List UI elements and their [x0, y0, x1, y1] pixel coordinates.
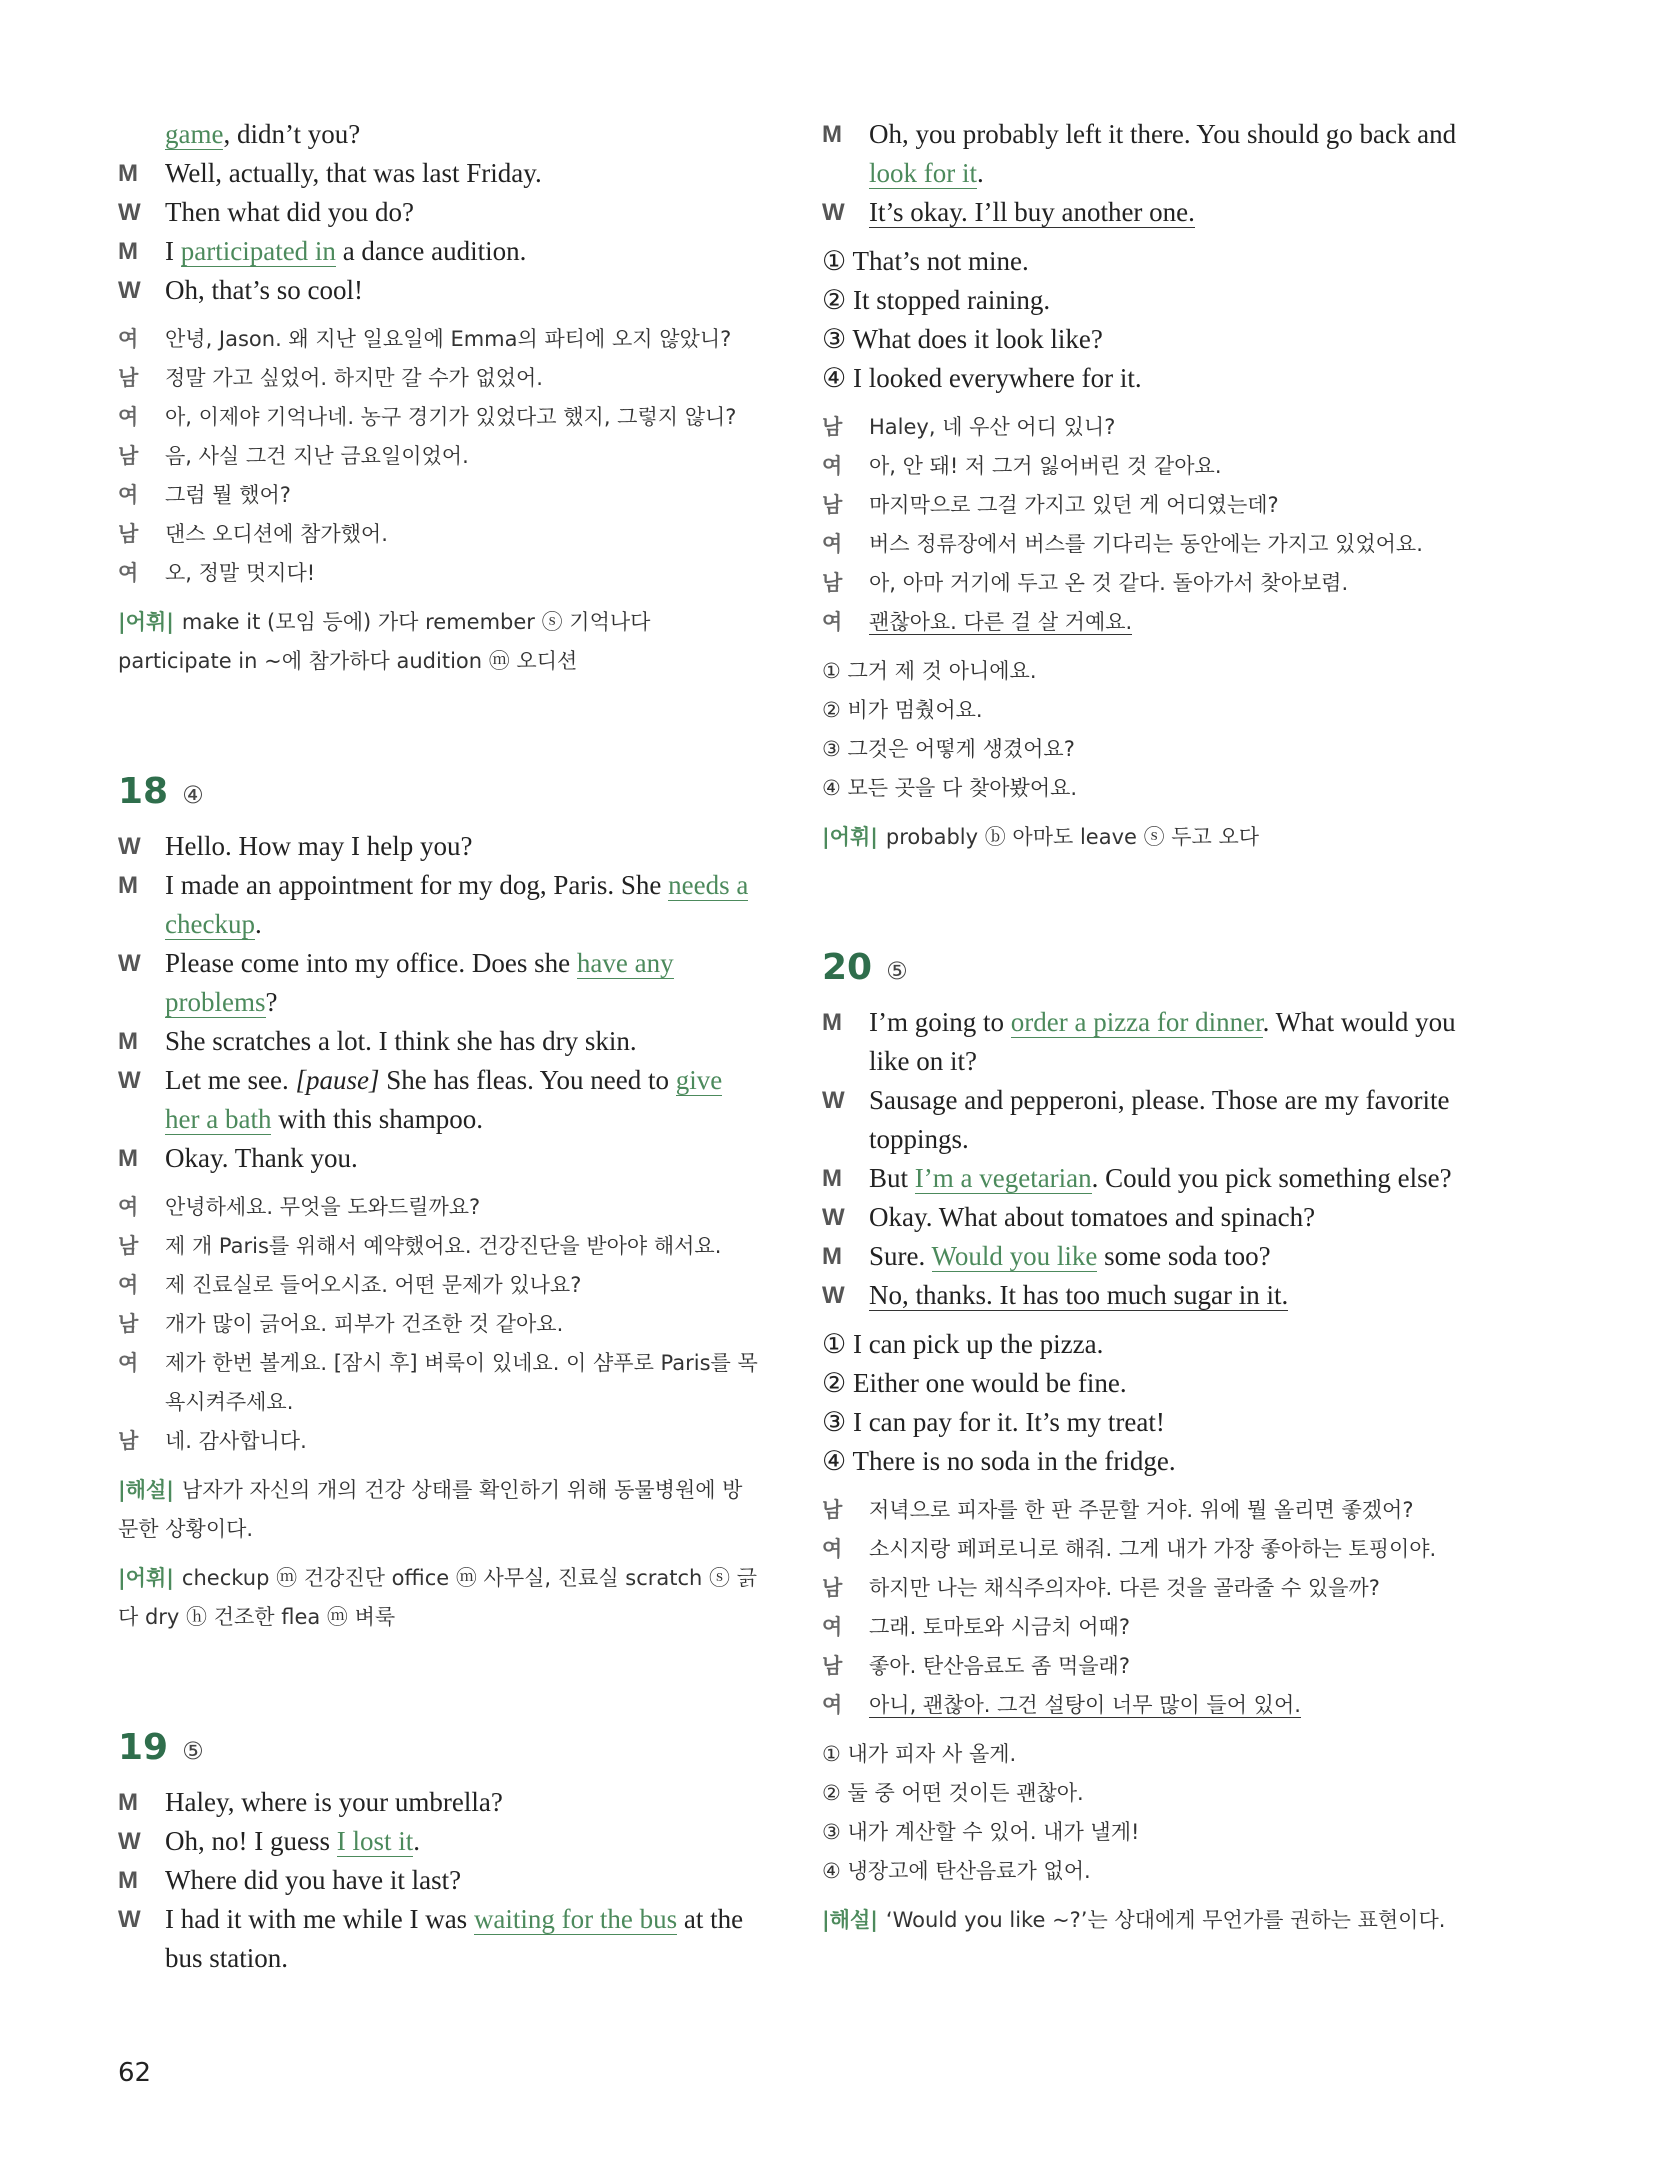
speaker-label: W	[118, 277, 141, 304]
speaker-label: 남	[118, 1429, 139, 1453]
speaker-label: 남	[822, 415, 843, 439]
dialogue-line	[822, 1003, 1462, 1081]
text-span: Okay. What about tomatoes and spinach?	[869, 1202, 1316, 1232]
key-phrase: needs a checkup	[165, 870, 749, 939]
translation-text	[869, 603, 1462, 642]
speaker-label: 여	[822, 454, 843, 478]
vocab-text: probably ⓑ 아마도 leave ⓢ 두고 오다	[885, 825, 1260, 849]
dialogue-line	[118, 827, 758, 866]
speaker-label: M	[822, 1009, 842, 1036]
text-span: Oh, that’s so cool!	[165, 275, 363, 305]
speaker-label: 남	[118, 522, 139, 546]
text-span: I’m going to	[869, 1007, 1011, 1037]
speaker-label: W	[822, 1204, 845, 1231]
translation-line	[118, 515, 758, 554]
translation-line	[118, 1266, 758, 1305]
speaker-label: 여	[118, 561, 139, 585]
translation-line	[822, 1491, 1462, 1530]
dialogue-text	[165, 944, 758, 1022]
text-span: Let me see.	[165, 1065, 296, 1095]
speaker-label: W	[822, 1282, 845, 1309]
translation-line	[118, 320, 758, 359]
key-phrase: look for it	[869, 158, 977, 188]
translation-line	[118, 1227, 758, 1266]
translation-text	[165, 515, 758, 554]
dialogue-text	[869, 115, 1462, 193]
dialogue-line	[118, 232, 758, 271]
dialogue-text	[869, 1237, 1462, 1276]
q20-explanation	[822, 1901, 1462, 1940]
page-number: 62	[118, 2058, 152, 2088]
text-span: 오, 정말 멋지다!	[165, 561, 316, 585]
option-item: ② It stopped raining.	[822, 285, 1051, 315]
question-number: 18	[118, 771, 169, 812]
vocab-tag: |어휘|	[118, 610, 174, 634]
speaker-label: 남	[822, 1498, 843, 1522]
text-span: . Could you pick something else?	[1091, 1163, 1452, 1193]
speaker-label	[118, 115, 165, 154]
q20-options-translation	[822, 1735, 1462, 1891]
vocab-tag: |어휘|	[822, 825, 878, 849]
q18-translation	[118, 1188, 758, 1461]
speaker-label: 남	[822, 1576, 843, 1600]
translation-text	[165, 359, 758, 398]
translation-line	[118, 1188, 758, 1227]
speaker-label: M	[822, 121, 842, 148]
text-span: No, thanks. It has too much sugar in it.	[869, 1280, 1289, 1310]
text-span: Hello. How may I help you?	[165, 831, 473, 861]
dialogue-text	[869, 1081, 1462, 1159]
translation-text	[869, 1686, 1462, 1725]
speaker-label: M	[118, 1789, 138, 1816]
speaker-label: 남	[118, 366, 139, 390]
dialogue-line	[118, 1822, 758, 1861]
answer-marker: ④	[182, 781, 204, 809]
dialogue-text	[165, 271, 758, 310]
key-phrase: order a pizza for dinner	[1010, 1007, 1263, 1037]
text-span: 좋아. 탄산음료도 좀 먹을래?	[869, 1654, 1130, 1678]
text-span: I had it with me while I was	[165, 1904, 474, 1934]
speaker-label: 여	[118, 483, 139, 507]
speaker-label: 남	[118, 1234, 139, 1258]
q17-vocab	[118, 603, 758, 681]
dialogue-line	[822, 1276, 1462, 1315]
text-span: Sure.	[869, 1241, 932, 1271]
translation-line	[822, 1608, 1462, 1647]
speaker-label: 여	[118, 1195, 139, 1219]
text-span: 아, 안 돼! 저 그거 잃어버린 것 같아요.	[869, 454, 1222, 478]
q20-heading	[822, 947, 1462, 1003]
translation-text	[869, 1491, 1462, 1530]
q19-dialogue	[118, 1783, 758, 1978]
text-span: .	[977, 158, 984, 188]
text-span: It’s okay. I’ll buy another one.	[869, 197, 1195, 227]
option-item: ① I can pick up the pizza.	[822, 1329, 1104, 1359]
translation-line	[118, 1344, 758, 1422]
text-span: 정말 가고 싶었어. 하지만 갈 수가 없었어.	[165, 366, 543, 390]
q18-explanation	[118, 1471, 758, 1549]
dialogue-text	[869, 1198, 1462, 1237]
key-phrase: have any problems	[165, 948, 674, 1017]
speaker-label: W	[118, 1067, 141, 1094]
text-span: some soda too?	[1097, 1241, 1271, 1271]
q19-options	[822, 242, 1462, 398]
text-span: a dance audition.	[335, 236, 527, 266]
key-phrase: I lost it	[336, 1826, 414, 1856]
option-translation: ③ 그것은 어떻게 생겼어요?	[822, 737, 1075, 761]
speaker-label: 여	[118, 1351, 139, 1375]
text-span: [pause]	[295, 1065, 380, 1095]
vocab-tag: |어휘|	[118, 1566, 174, 1590]
option-item: ① That’s not mine.	[822, 246, 1029, 276]
translation-line	[822, 603, 1462, 642]
option-item: ③ What does it look like?	[822, 324, 1103, 354]
q19-options-translation	[822, 652, 1462, 808]
option-translation: ① 내가 피자 사 올게.	[822, 1742, 1017, 1766]
text-span: 제 개 Paris를 위해서 예약했어요. 건강진단을 받아야 해서요.	[165, 1234, 722, 1258]
text-span: 제가 한번 볼게요. [잠시 후] 벼룩이 있네요. 이 샴푸로 Paris를 목욕시켜주세요.	[165, 1351, 758, 1414]
translation-text	[165, 476, 758, 515]
speaker-label: W	[118, 1828, 141, 1855]
text-span: 개가 많이 긁어요. 피부가 건조한 것 같아요.	[165, 1312, 564, 1336]
question-number: 20	[822, 947, 873, 988]
dialogue-text	[165, 1022, 758, 1061]
translation-text	[869, 1608, 1462, 1647]
explanation-text: ‘Would you like ~?’는 상대에게 무언가를 권하는 표현이다.	[885, 1908, 1446, 1932]
option-translation: ③ 내가 계산할 수 있어. 내가 낼게!	[822, 1820, 1140, 1844]
translation-line	[118, 1305, 758, 1344]
speaker-label: 남	[118, 444, 139, 468]
speaker-label: 여	[822, 1537, 843, 1561]
translation-text	[869, 1530, 1462, 1569]
text-span: 마지막으로 그걸 가지고 있던 게 어디였는데?	[869, 493, 1279, 517]
text-span: I made an appointment for my dog, Paris. She	[165, 870, 669, 900]
text-span: 아, 아마 거기에 두고 온 것 같다. 돌아가서 찾아보렴.	[869, 571, 1349, 595]
translation-line	[822, 1530, 1462, 1569]
speaker-label: M	[118, 1867, 138, 1894]
q17-translation	[118, 320, 758, 593]
text-span: But	[869, 1163, 915, 1193]
translation-line	[822, 564, 1462, 603]
speaker-label: 여	[822, 1693, 843, 1717]
text-span: Then what did you do?	[165, 197, 414, 227]
dialogue-text	[165, 866, 758, 944]
key-phrase: game	[165, 119, 224, 149]
key-phrase: Would you like	[931, 1241, 1098, 1271]
speaker-label: 여	[822, 610, 843, 634]
text-span: She has fleas. You need to	[379, 1065, 676, 1095]
translation-line	[822, 1647, 1462, 1686]
dialogue-text	[165, 154, 758, 193]
translation-text	[165, 320, 758, 359]
vocab-text: checkup ⓜ 건강진단 office ⓜ 사무실, 진료실 scratch ⓢ 긁다 dry ⓗ 건조한 flea ⓜ 벼룩	[118, 1566, 757, 1629]
key-phrase: participated in	[180, 236, 336, 266]
option-item: ② Either one would be fine.	[822, 1368, 1127, 1398]
key-phrase: waiting for the bus	[473, 1904, 678, 1934]
speaker-label: 남	[822, 493, 843, 517]
text-span: 그럼 뭘 했어?	[165, 483, 291, 507]
translation-text	[165, 554, 758, 593]
dialogue-line	[118, 1900, 758, 1978]
dialogue-text	[165, 1061, 758, 1139]
q19-dialogue-cont	[822, 115, 1462, 232]
option-translation: ④ 모든 곳을 다 찾아봤어요.	[822, 776, 1078, 800]
text-span: 괜찮아요. 다른 걸 살 거예요.	[869, 610, 1133, 634]
speaker-label: 남	[118, 1312, 139, 1336]
translation-text	[165, 1266, 758, 1305]
text-span: 안녕, Jason. 왜 지난 일요일에 Emma의 파티에 오지 않았니?	[165, 327, 732, 351]
translation-text	[869, 486, 1462, 525]
text-span: Well, actually, that was last Friday.	[165, 158, 542, 188]
option-translation: ② 둘 중 어떤 것이든 괜찮아.	[822, 1781, 1084, 1805]
dialogue-text	[165, 827, 758, 866]
translation-text	[165, 1305, 758, 1344]
text-span: 소시지랑 페퍼로니로 해줘. 그게 내가 가장 좋아하는 토핑이야.	[869, 1537, 1437, 1561]
translation-text	[165, 1344, 758, 1422]
speaker-label: M	[822, 1243, 842, 1270]
speaker-label: M	[118, 238, 138, 265]
dialogue-line	[118, 866, 758, 944]
explanation-tag: |해설|	[118, 1478, 174, 1502]
text-span: Please come into my office. Does she	[165, 948, 577, 978]
speaker-label: W	[118, 833, 141, 860]
text-span: .	[254, 909, 262, 939]
q18-heading	[118, 771, 758, 827]
translation-line	[822, 447, 1462, 486]
text-span: 하지만 나는 채식주의자야. 다른 것을 골라줄 수 있을까?	[869, 1576, 1380, 1600]
translation-text	[869, 525, 1462, 564]
translation-line	[118, 437, 758, 476]
option-item: ④ I looked everywhere for it.	[822, 363, 1142, 393]
text-span: 네. 감사합니다.	[165, 1429, 307, 1453]
text-span: ?	[265, 987, 278, 1017]
speaker-label: M	[118, 1028, 138, 1055]
translation-line	[118, 554, 758, 593]
q18-vocab	[118, 1559, 758, 1637]
dialogue-text	[869, 193, 1462, 232]
vocab-text: participate in ~에 참가하다 audition ⓜ 오디션	[118, 649, 578, 673]
answer-marker: ⑤	[182, 1737, 204, 1765]
speaker-label: 여	[822, 532, 843, 556]
left-column	[118, 115, 758, 1978]
translation-text	[165, 437, 758, 476]
text-span: Sausage and pepperoni, please. Those are my favorite toppings.	[869, 1085, 1450, 1154]
dialogue-line	[118, 944, 758, 1022]
text-span: Haley, 네 우산 어디 있니?	[869, 415, 1116, 439]
dialogue-text	[869, 1003, 1462, 1081]
explanation-tag: |해설|	[822, 1908, 878, 1932]
speaker-label: W	[118, 950, 141, 977]
key-phrase: I’m a vegetarian	[914, 1163, 1092, 1193]
dialogue-line	[118, 1139, 758, 1178]
question-number: 19	[118, 1727, 169, 1768]
translation-line	[822, 525, 1462, 564]
dialogue-line	[118, 1783, 758, 1822]
text-span: 음, 사실 그건 지난 금요일이었어.	[165, 444, 469, 468]
speaker-label: W	[822, 1087, 845, 1114]
q19-heading	[118, 1727, 758, 1783]
translation-text	[165, 1188, 758, 1227]
q18-dialogue	[118, 827, 758, 1178]
speaker-label: M	[118, 1145, 138, 1172]
text-span: 아니, 괜찮아. 그건 설탕이 너무 많이 들어 있어.	[869, 1693, 1301, 1717]
text-span: Where did you have it last?	[165, 1865, 462, 1895]
dialogue-line	[118, 154, 758, 193]
translation-line	[118, 359, 758, 398]
dialogue-text	[165, 1900, 758, 1978]
text-span: 저녁으로 피자를 한 판 주문할 거야. 위에 뭘 올리면 좋겠어?	[869, 1498, 1414, 1522]
speaker-label: W	[118, 1906, 141, 1933]
speaker-label: W	[822, 199, 845, 226]
dialogue-line	[822, 1159, 1462, 1198]
text-span: 제 진료실로 들어오시죠. 어떤 문제가 있나요?	[165, 1273, 582, 1297]
speaker-label: M	[118, 160, 138, 187]
translation-line	[118, 398, 758, 437]
text-span: She scratches a lot. I think she has dry skin.	[165, 1026, 637, 1056]
speaker-label: 남	[822, 571, 843, 595]
text-span: , didn’t you?	[223, 119, 361, 149]
text-span: Okay. Thank you.	[165, 1143, 358, 1173]
translation-text	[869, 408, 1462, 447]
option-translation: ④ 냉장고에 탄산음료가 없어.	[822, 1859, 1091, 1883]
translation-line	[822, 486, 1462, 525]
right-column	[822, 115, 1462, 1940]
speaker-label: 여	[118, 405, 139, 429]
dialogue-line	[822, 1081, 1462, 1159]
translation-text	[165, 398, 758, 437]
text-span: 안녕하세요. 무엇을 도와드릴까요?	[165, 1195, 481, 1219]
text-span: Oh, you probably left it there. You should go back and	[869, 119, 1457, 149]
speaker-label: M	[118, 872, 138, 899]
speaker-label: W	[118, 199, 141, 226]
dialogue-text	[165, 1783, 758, 1822]
dialogue-line	[822, 1237, 1462, 1276]
option-item: ④ There is no soda in the fridge.	[822, 1446, 1176, 1476]
text-span: Oh, no! I guess	[165, 1826, 337, 1856]
translation-line	[118, 476, 758, 515]
key-phrase: give her a bath	[165, 1065, 723, 1134]
q17-dialogue-end	[118, 115, 758, 310]
q19-translation	[822, 408, 1462, 642]
dialogue-text	[165, 115, 758, 154]
dialogue-text	[165, 193, 758, 232]
speaker-label: 여	[822, 1615, 843, 1639]
dialogue-line	[118, 1061, 758, 1139]
speaker-label: 여	[118, 1273, 139, 1297]
translation-line	[822, 408, 1462, 447]
text-span: with this shampoo.	[271, 1104, 483, 1134]
text-span: Haley, where is your umbrella?	[165, 1787, 503, 1817]
text-span: .	[413, 1826, 420, 1856]
dialogue-line	[118, 1861, 758, 1900]
speaker-label: 남	[822, 1654, 843, 1678]
translation-text	[869, 1569, 1462, 1608]
q20-dialogue	[822, 1003, 1462, 1315]
text-span: 아, 이제야 기억나네. 농구 경기가 있었다고 했지, 그렇지 않니?	[165, 405, 737, 429]
translation-line	[822, 1686, 1462, 1725]
translation-text	[165, 1422, 758, 1461]
speaker-label: 여	[118, 327, 139, 351]
q19-vocab	[822, 818, 1462, 857]
text-span: 버스 정류장에서 버스를 기다리는 동안에는 가지고 있었어요.	[869, 532, 1423, 556]
q20-options	[822, 1325, 1462, 1481]
text-span: . What would you like on it?	[869, 1007, 1456, 1076]
dialogue-line	[822, 193, 1462, 232]
option-item: ③ I can pay for it. It’s my treat!	[822, 1407, 1165, 1437]
text-span: 그래. 토마토와 시금치 어때?	[869, 1615, 1130, 1639]
dialogue-line	[822, 1198, 1462, 1237]
vocab-text: make it (모임 등에) 가다 remember ⓢ 기억나다	[181, 610, 651, 634]
dialogue-line	[118, 193, 758, 232]
q20-translation	[822, 1491, 1462, 1725]
dialogue-text	[869, 1276, 1462, 1315]
dialogue-text	[869, 1159, 1462, 1198]
dialogue-text	[165, 1822, 758, 1861]
dialogue-line	[118, 271, 758, 310]
dialogue-text	[165, 232, 758, 271]
answer-marker: ⑤	[886, 957, 908, 985]
dialogue-text	[165, 1861, 758, 1900]
dialogue-line	[118, 115, 758, 154]
explanation-text: 남자가 자신의 개의 건강 상태를 확인하기 위해 동물병원에 방문한 상황이다.	[118, 1478, 743, 1541]
dialogue-line	[822, 115, 1462, 193]
translation-line	[822, 1569, 1462, 1608]
dialogue-line	[118, 1022, 758, 1061]
translation-text	[869, 1647, 1462, 1686]
option-translation: ① 그거 제 것 아니에요.	[822, 659, 1037, 683]
translation-text	[869, 564, 1462, 603]
text-span: at the bus station.	[165, 1904, 744, 1973]
speaker-label: M	[822, 1165, 842, 1192]
text-span: I	[165, 236, 181, 266]
text-span: 댄스 오디션에 참가했어.	[165, 522, 388, 546]
dialogue-text	[165, 1139, 758, 1178]
translation-text	[165, 1227, 758, 1266]
option-translation: ② 비가 멈췄어요.	[822, 698, 983, 722]
translation-line	[118, 1422, 758, 1461]
translation-text	[869, 447, 1462, 486]
